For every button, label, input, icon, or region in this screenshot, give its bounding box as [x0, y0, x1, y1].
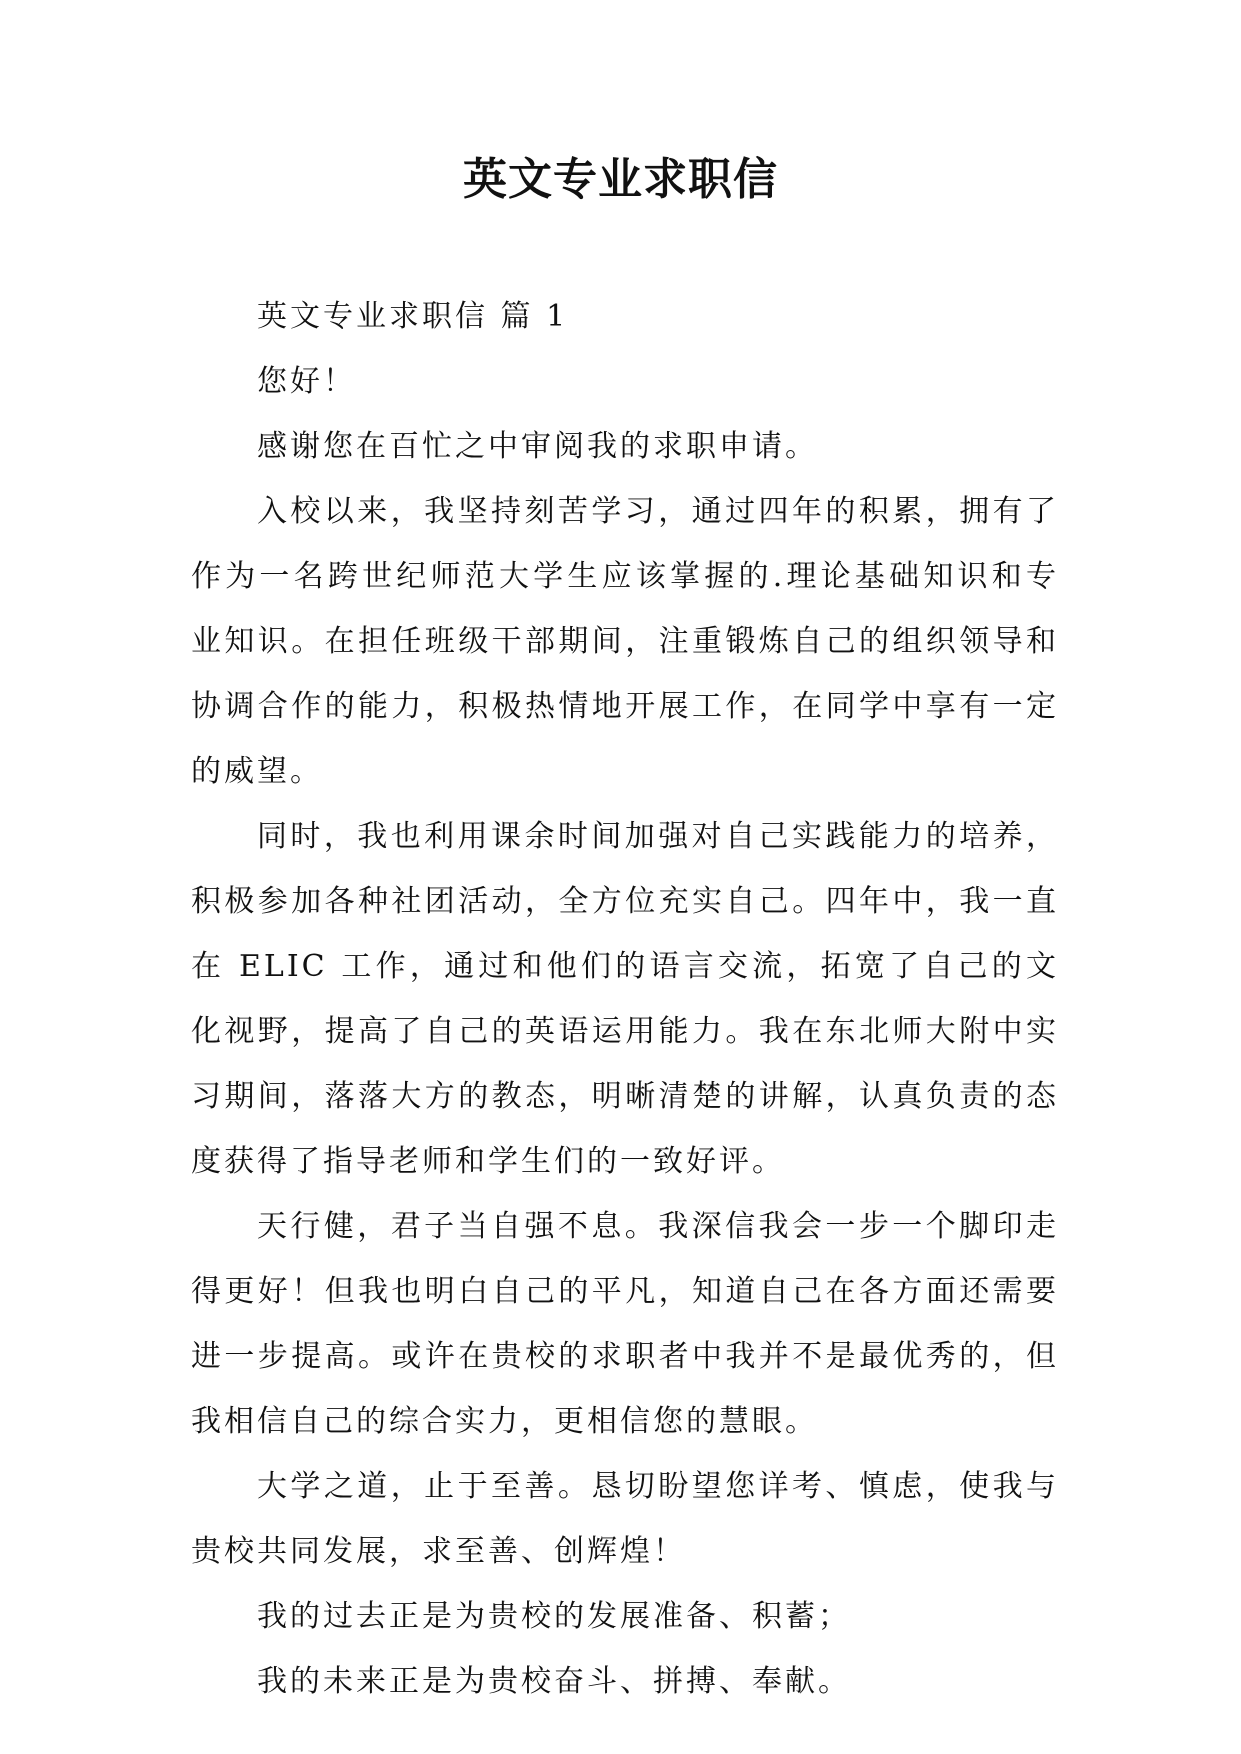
- body-paragraph: 同时，我也利用课余时间加强对自己实践能力的培养，积极参加各种社团活动，全方位充实自己。四年中，我一直在 ELIC 工作，通过和他们的语言交流，拓宽了自己的文化视野，提高了自己的英语运用能力。我在东北师大附中实习期间，落落大方的教态，明晰清楚的讲解，认真负责的态度获得了指导老师和学生们的一致好评。: [191, 819, 1059, 1179]
- section-heading: 英文专业求职信 篇 1: [257, 299, 569, 334]
- page-title: 英文专业求职信: [463, 154, 778, 205]
- greeting-paragraph: 您好！: [257, 364, 356, 399]
- body-paragraph: 大学之道，止于至善。恳切盼望您详考、慎虑，使我与贵校共同发展，求至善、创辉煌！: [191, 1469, 1059, 1569]
- closing-paragraph: 我的过去正是为贵校的发展准备、积蓄；: [257, 1599, 851, 1634]
- closing-paragraph: 我的未来正是为贵校奋斗、拼搏、奉献。: [257, 1664, 851, 1699]
- body-paragraph: 入校以来，我坚持刻苦学习，通过四年的积累，拥有了作为一名跨世纪师范大学生应该掌握的.理论基础知识和专业知识。在担任班级干部期间，注重锻炼自己的组织领导和协调合作的能力，积极热情地开展工作，在同学中享有一定的威望。: [191, 494, 1059, 789]
- body-paragraph: 天行健，君子当自强不息。我深信我会一步一个脚印走得更好！但我也明白自己的平凡，知道自己在各方面还需要进一步提高。或许在贵校的求职者中我并不是最优秀的，但我相信自己的综合实力，更相信您的慧眼。: [191, 1209, 1059, 1439]
- letter-body: [191, 284, 1059, 1714]
- thanks-paragraph: 感谢您在百忙之中审阅我的求职申请。: [257, 429, 818, 464]
